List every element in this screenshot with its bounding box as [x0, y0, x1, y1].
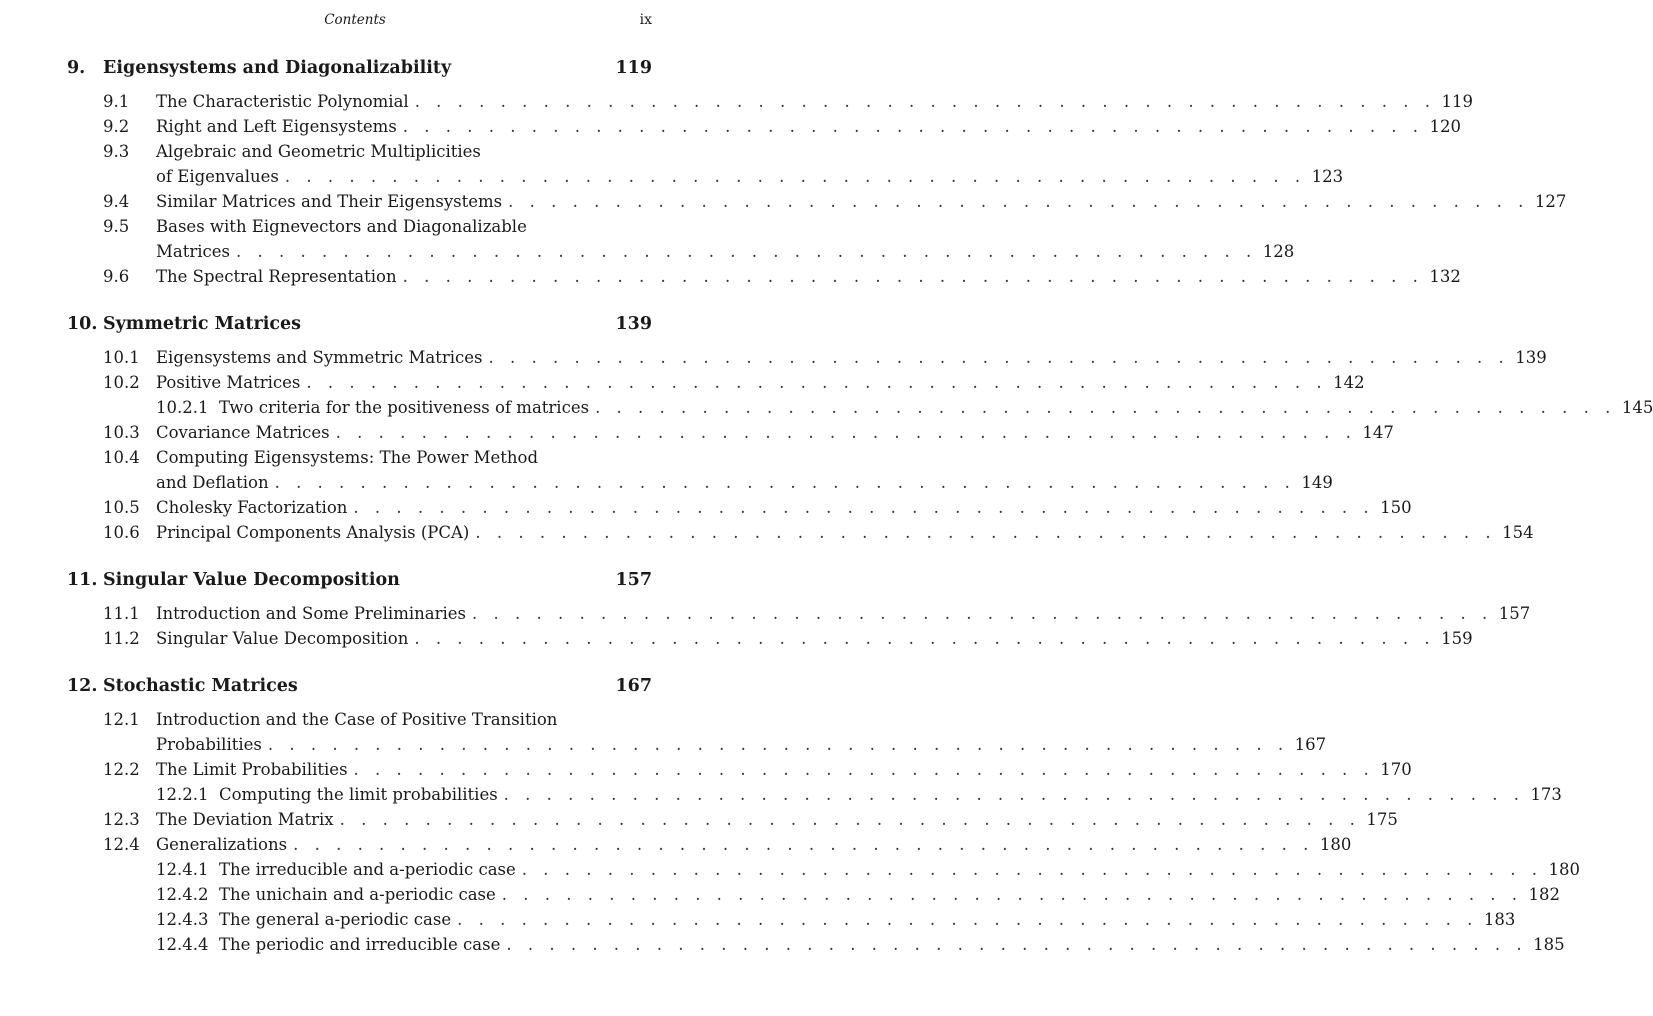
- section-number: 10.1: [103, 348, 140, 367]
- section-number: 9.6: [103, 267, 130, 286]
- section-title: Introduction and Some Preliminaries: [156, 604, 466, 623]
- toc-section-entry[interactable]: [0, 808, 1398, 833]
- section-title: Right and Left Eigensystems: [156, 117, 397, 136]
- section-page-number: 147: [1362, 423, 1394, 442]
- section-page-number: 127: [1534, 192, 1567, 211]
- section-page-number: 132: [1429, 267, 1461, 286]
- dot-leader: . . . . . . . . . . . . . . . . . . . . . . . . . . . . . . . . . . . . . . . . . . . . . . . .: [508, 192, 1529, 211]
- chapter-number: 9.: [67, 58, 86, 78]
- section-number: 10.2: [103, 373, 140, 392]
- section-title: The Limit Probabilities: [156, 760, 348, 779]
- toc-chapter: [0, 676, 1581, 958]
- toc-subsection-entry[interactable]: [0, 783, 1562, 808]
- chapter-title: Singular Value Decomposition: [103, 570, 400, 590]
- toc-subsection-entry[interactable]: [0, 858, 1581, 883]
- section-page-number: 154: [1502, 523, 1534, 542]
- chapter-number: 11.: [67, 570, 98, 590]
- dot-leader: . . . . . . . . . . . . . . . . . . . . . . . . . . . . . . . . . . . . . . . . . . . . . . . .: [501, 885, 1523, 904]
- section-number: 10.3: [103, 423, 140, 442]
- dot-leader: . . . . . . . . . . . . . . . . . . . . . . . . . . . . . . . . . . . . . . . . . . . . . . . .: [402, 267, 1424, 286]
- toc-section-entry[interactable]: [0, 190, 1567, 215]
- chapter-number: 10.: [67, 314, 98, 334]
- section-page-number: 170: [1380, 760, 1412, 779]
- section-page-number: 183: [1483, 910, 1516, 929]
- dot-leader: . . . . . . . . . . . . . . . . . . . . . . . . . . . . . . . . . . . . . . . . . . . . . . . .: [475, 523, 1497, 542]
- section-page-number: 149: [1301, 473, 1333, 492]
- section-page-number: 175: [1366, 810, 1398, 829]
- section-title: and Deflation: [156, 473, 269, 492]
- section-number: 12.4.4: [156, 935, 209, 954]
- chapter-page-number: 119: [615, 58, 652, 78]
- chapter-page-number: 167: [615, 676, 652, 696]
- dot-leader: . . . . . . . . . . . . . . . . . . . . . . . . . . . . . . . . . . . . . . . . . . . . . . . .: [335, 423, 1357, 442]
- dot-leader: . . . . . . . . . . . . . . . . . . . . . . . . . . . . . . . . . . . . . . . . . . . . . . . .: [521, 860, 1543, 879]
- section-title: The Spectral Representation: [156, 267, 397, 286]
- section-title: Cholesky Factorization: [156, 498, 348, 517]
- section-number: 11.2: [103, 629, 140, 648]
- toc-subsection-entry[interactable]: [0, 396, 1653, 421]
- section-title: The general a-periodic case: [219, 910, 452, 929]
- dot-leader: . . . . . . . . . . . . . . . . . . . . . . . . . . . . . . . . . . . . . . . . . . . . . . . .: [488, 348, 1510, 367]
- section-number: 12.4.1: [156, 860, 209, 879]
- toc-subsection-entry[interactable]: [0, 883, 1561, 908]
- dot-leader: . . . . . . . . . . . . . . . . . . . . . . . . . . . . . . . . . . . . . . . . . . . . . . . .: [284, 167, 1306, 186]
- table-of-contents: [0, 58, 1653, 982]
- section-page-number: 145: [1621, 398, 1653, 417]
- toc-section-entry[interactable]: [0, 215, 1295, 265]
- section-title: Principal Components Analysis (PCA): [156, 523, 470, 542]
- dot-leader: . . . . . . . . . . . . . . . . . . . . . . . . . . . . . . . . . . . . . . . . . . . . . . . .: [414, 92, 1436, 111]
- dot-leader: . . . . . . . . . . . . . . . . . . . . . . . . . . . . . . . . . . . . . . . . . . . . . . . .: [595, 398, 1616, 417]
- chapter-number: 12.: [67, 676, 98, 696]
- section-number: 10.6: [103, 523, 140, 542]
- section-number: 9.5: [103, 217, 130, 236]
- section-number: 11.1: [103, 604, 140, 623]
- toc-chapter: [0, 570, 1531, 652]
- dot-leader: . . . . . . . . . . . . . . . . . . . . . . . . . . . . . . . . . . . . . . . . . . . . . . . .: [293, 835, 1314, 854]
- toc-section-entry[interactable]: [0, 521, 1534, 546]
- section-page-number: 123: [1311, 167, 1344, 186]
- toc-subsection-entry[interactable]: [0, 908, 1516, 933]
- section-title: The Characteristic Polynomial: [156, 92, 409, 111]
- section-title: The periodic and irreducible case: [219, 935, 501, 954]
- section-number: 12.4.2: [156, 885, 209, 904]
- section-page-number: 185: [1533, 935, 1565, 954]
- toc-section-entry[interactable]: [0, 90, 1473, 115]
- section-title: Algebraic and Geometric Multiplicities: [156, 142, 481, 161]
- section-title: Covariance Matrices: [156, 423, 330, 442]
- running-header-title: Contents: [324, 12, 386, 28]
- section-page-number: 173: [1530, 785, 1562, 804]
- section-number: 10.2.1: [156, 398, 209, 417]
- chapter-title: Eigensystems and Diagonalizability: [103, 58, 452, 78]
- section-number: 9.1: [103, 92, 130, 111]
- dot-leader: . . . . . . . . . . . . . . . . . . . . . . . . . . . . . . . . . . . . . . . . . . . . . . . .: [267, 735, 1289, 754]
- section-page-number: 180: [1319, 835, 1352, 854]
- dot-leader: . . . . . . . . . . . . . . . . . . . . . . . . . . . . . . . . . . . . . . . . . . . . . . . .: [274, 473, 1296, 492]
- section-title: Two criteria for the positiveness of matrices: [219, 398, 590, 417]
- chapter-page-number: 157: [615, 570, 652, 590]
- section-number: 12.1: [103, 710, 140, 729]
- section-page-number: 182: [1528, 885, 1561, 904]
- section-page-number: 159: [1441, 629, 1473, 648]
- dot-leader: . . . . . . . . . . . . . . . . . . . . . . . . . . . . . . . . . . . . . . . . . . . . . . . .: [414, 629, 1436, 648]
- section-title: Introduction and the Case of Positive Transition: [156, 710, 558, 729]
- toc-section-entry[interactable]: [0, 346, 1547, 371]
- toc-subsection-entry[interactable]: [0, 933, 1565, 958]
- toc-section-entry[interactable]: [0, 758, 1412, 783]
- toc-section-entry[interactable]: [0, 496, 1412, 521]
- section-title: The irreducible and a-periodic case: [219, 860, 516, 879]
- chapter-heading[interactable]: [0, 58, 710, 84]
- chapter-page-number: 139: [615, 314, 652, 334]
- section-title: Bases with Eignevectors and Diagonalizable: [156, 217, 527, 236]
- section-page-number: 120: [1429, 117, 1462, 136]
- toc-section-entry[interactable]: [0, 421, 1394, 446]
- section-number: 12.2: [103, 760, 140, 779]
- running-header: [0, 12, 710, 32]
- section-number: 10.4: [103, 448, 140, 467]
- chapter-heading[interactable]: [0, 570, 710, 596]
- toc-section-entry[interactable]: [0, 708, 1327, 758]
- toc-section-entry[interactable]: [0, 371, 1365, 396]
- section-number: 12.4.3: [156, 910, 209, 929]
- section-title: Similar Matrices and Their Eigensystems: [156, 192, 503, 211]
- toc-chapter: [0, 314, 1653, 546]
- section-number: 10.5: [103, 498, 140, 517]
- section-number: 9.2: [103, 117, 130, 136]
- dot-leader: . . . . . . . . . . . . . . . . . . . . . . . . . . . . . . . . . . . . . . . . . . . . . . . .: [457, 910, 1478, 929]
- dot-leader: . . . . . . . . . . . . . . . . . . . . . . . . . . . . . . . . . . . . . . . . . . . . . . . .: [506, 935, 1528, 954]
- section-page-number: 139: [1515, 348, 1547, 367]
- section-title: Computing Eigensystems: The Power Method: [156, 448, 539, 467]
- section-title: Computing the limit probabilities: [219, 785, 498, 804]
- dot-leader: . . . . . . . . . . . . . . . . . . . . . . . . . . . . . . . . . . . . . . . . . . . . . . . .: [503, 785, 1525, 804]
- toc-section-entry[interactable]: [0, 833, 1352, 858]
- toc-chapter: [0, 58, 1567, 290]
- dot-leader: . . . . . . . . . . . . . . . . . . . . . . . . . . . . . . . . . . . . . . . . . . . . . . . .: [306, 373, 1328, 392]
- section-title: of Eigenvalues: [156, 167, 279, 186]
- section-title: The unichain and a-periodic case: [219, 885, 496, 904]
- section-title: Generalizations: [156, 835, 288, 854]
- toc-section-entry[interactable]: [0, 115, 1462, 140]
- section-page-number: 150: [1380, 498, 1412, 517]
- section-title: Positive Matrices: [156, 373, 301, 392]
- dot-leader: . . . . . . . . . . . . . . . . . . . . . . . . . . . . . . . . . . . . . . . . . . . . . . . .: [402, 117, 1424, 136]
- dot-leader: . . . . . . . . . . . . . . . . . . . . . . . . . . . . . . . . . . . . . . . . . . . . . . . .: [339, 810, 1361, 829]
- section-page-number: 119: [1441, 92, 1473, 111]
- toc-section-entry[interactable]: [0, 627, 1473, 652]
- section-title: Singular Value Decomposition: [156, 629, 409, 648]
- section-number: 12.2.1: [156, 785, 209, 804]
- section-number: 12.3: [103, 810, 140, 829]
- chapter-title: Stochastic Matrices: [103, 676, 298, 696]
- section-page-number: 157: [1498, 604, 1531, 623]
- section-title: Eigensystems and Symmetric Matrices: [156, 348, 483, 367]
- running-header-page-number: ix: [639, 12, 652, 28]
- section-page-number: 142: [1333, 373, 1365, 392]
- toc-section-entry[interactable]: [0, 265, 1461, 290]
- section-number: 12.4: [103, 835, 140, 854]
- chapter-heading[interactable]: [0, 314, 710, 340]
- dot-leader: . . . . . . . . . . . . . . . . . . . . . . . . . . . . . . . . . . . . . . . . . . . . . . . .: [353, 498, 1375, 517]
- section-page-number: 180: [1548, 860, 1581, 879]
- dot-leader: . . . . . . . . . . . . . . . . . . . . . . . . . . . . . . . . . . . . . . . . . . . . . . . .: [236, 242, 1257, 261]
- toc-section-entry[interactable]: [0, 602, 1531, 627]
- section-page-number: 167: [1294, 735, 1327, 754]
- toc-section-entry[interactable]: [0, 140, 1344, 190]
- section-title: The Deviation Matrix: [156, 810, 334, 829]
- section-title: Matrices: [156, 242, 231, 261]
- chapter-heading[interactable]: [0, 676, 710, 702]
- section-number: 9.3: [103, 142, 130, 161]
- section-page-number: 128: [1262, 242, 1295, 261]
- dot-leader: . . . . . . . . . . . . . . . . . . . . . . . . . . . . . . . . . . . . . . . . . . . . . . . .: [472, 604, 1493, 623]
- toc-section-entry[interactable]: [0, 446, 1333, 496]
- dot-leader: . . . . . . . . . . . . . . . . . . . . . . . . . . . . . . . . . . . . . . . . . . . . . . . .: [353, 760, 1375, 779]
- section-title: Probabilities: [156, 735, 262, 754]
- chapter-title: Symmetric Matrices: [103, 314, 301, 334]
- section-number: 9.4: [103, 192, 130, 211]
